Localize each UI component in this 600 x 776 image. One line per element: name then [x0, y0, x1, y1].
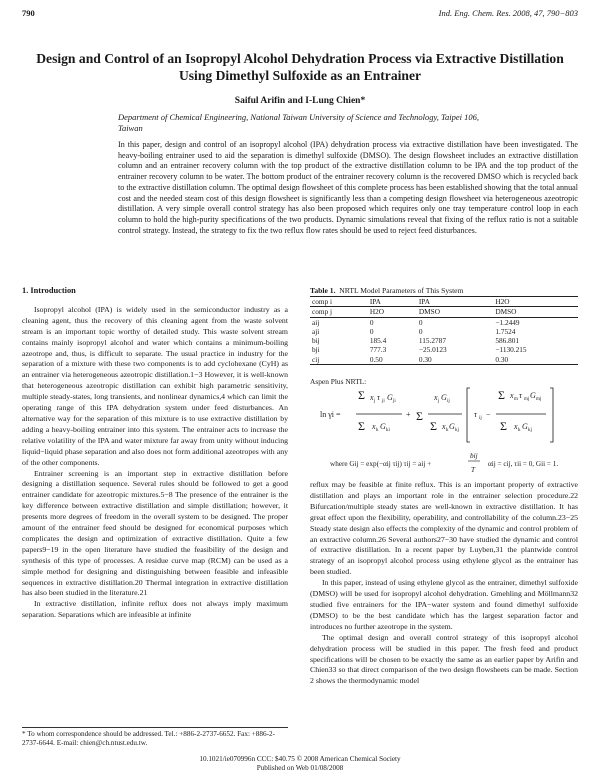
table-row: [310, 345, 578, 354]
table-row: [310, 336, 578, 345]
svg-text:G: G: [449, 422, 455, 431]
fraction-1: [356, 388, 402, 433]
table-caption-label: Table 1.: [310, 286, 336, 295]
row-label: bji: [312, 345, 320, 355]
table-cell: −1.2449: [495, 317, 520, 327]
table-cell: 777.3: [369, 345, 387, 355]
table-row: [310, 307, 578, 317]
table-cell: IPA: [417, 297, 493, 307]
table-cell: 0.50: [369, 354, 383, 364]
right-paragraph-2: In this paper, instead of using ethylene glycol as the entrainer, dimethyl sulfoxide (DMSO) will be used for isopropyl alcohol dehydration. Gmehling and Möllmann32 studied five entrainers for the IPA−water system and found dimethyl sulfoxide (DMSO) to be the best candidate which has the largest separation factor and introduces no further azeotrope in the system.: [310, 578, 578, 631]
table-caption-text: NRTL Model Parameters of This System: [339, 286, 464, 295]
svg-text:ij: ij: [479, 416, 482, 421]
table-row: [310, 297, 578, 307]
row-label: comp j: [310, 307, 368, 317]
equation-T: T: [471, 466, 475, 474]
svg-text:−: −: [486, 410, 491, 419]
table-cell: 586.801: [495, 336, 520, 346]
row-label: aji: [312, 326, 320, 336]
svg-text:Σ: Σ: [430, 419, 437, 433]
svg-text:Σ: Σ: [416, 409, 423, 423]
table-cell: H2O: [493, 297, 578, 307]
svg-text:ki: ki: [386, 428, 390, 433]
svg-text:ji: ji: [393, 399, 396, 404]
journal-reference: Ind. Eng. Chem. Res. 2008, 47, 790−803: [438, 8, 578, 18]
svg-text:τ: τ: [474, 410, 477, 419]
svg-text:k: k: [446, 428, 449, 433]
table-cell: 0: [369, 317, 374, 327]
equation-tail-text: αij = cij, τii = 0, Gii = 1.: [488, 460, 559, 468]
svg-text:Σ: Σ: [358, 388, 365, 402]
page-footer: [0, 755, 600, 772]
svg-text:G: G: [441, 393, 447, 402]
svg-text:j: j: [374, 399, 376, 404]
equation-bij: bij: [470, 452, 478, 460]
fraction-2: [496, 388, 546, 433]
svg-text:k: k: [518, 428, 521, 433]
table-cell: 1.7524: [495, 326, 516, 336]
running-header: [0, 8, 600, 22]
doi-copyright: 10.1021/ie070996n CCC: $40.75 © 2008 American Chemical Society: [199, 755, 401, 763]
svg-text:τ: τ: [519, 391, 522, 400]
svg-text:j: j: [438, 399, 440, 404]
table-cell: 0.30: [495, 354, 509, 364]
row-label: aij: [312, 317, 320, 327]
svg-text:mj: mj: [524, 397, 530, 402]
table-cell: 0.30: [418, 354, 432, 364]
svg-text:x: x: [514, 422, 518, 431]
page-number: 790: [22, 8, 35, 18]
intro-paragraph-2: Entrainer screening is an important step in extractive distillation before designing a distillation sequence. Several rules should be followed to get a good entrainer candidate for azeotropic mixtures.5−8 The presence of the entrainer is the key difference between extractive distillation and simple distillation; however, it presents more degrees of freedom in the overall system to be designed. The proper amount of the entrainer feed should be designed for economical purposes which complicates the design and optimization of extractive distillation. Quite a few papers9−19 in the open literature have studied the feasibility of the design and synthesis of this type of processes. A residue curve map (RCM) can be used as a simple method for designing and distinguishing between feasible and infeasible sequences in extractive distillation.20 Thermal integration in extractive distillation has also been studied in the literature.21: [22, 468, 288, 598]
table-cell: −25.0123: [418, 345, 447, 355]
article-title: Design and Control of an Isopropyl Alcohol Dehydration Process via Extractive Distillation Using Dimethyl Sulfoxide as an Entrainer: [36, 51, 564, 83]
right-paragraph-1: reflux may be feasible at finite reflux. This is an important property of extractive distillation and plays an important role in the entrainer selection procedure.22 Bifurcation/multiple steady states are well-known in extractive distillation. It has great effect upon the flexibility, operability, and controllability of the column.23−25 Steady state design also effects the complexity of the dynamic and control problem of an extractive column.26 Several authors27−30 have studied the dynamic and control of extractive distillation. In a recent paper by Luyben,31 the plantwide control strategy of an isopropyl alcohol process using ethylene glycol as the entrainer has been studied.: [310, 480, 578, 577]
equation-label: Aspen Plus NRTL:: [310, 377, 367, 386]
nrtl-equation: [310, 384, 578, 478]
affiliation: Department of Chemical Engineering, National Taiwan University of Science and Technology, Taipei 106, Taiwan: [118, 112, 479, 133]
table-cell: IPA: [368, 297, 417, 307]
intro-paragraph-1: Isopropyl alcohol (IPA) is widely used in the semiconductor industry as a cleaning agent, thus the recovery of this cleaning agent from the waste solvent stream is an important topic worthy of detailed study. This waste solvent stream contains mainly isopropyl alcohol and water which contains a minimum-boiling azeotrope and, thus, is difficult to separate. The usual practice in industry for the separation of a mixture with these two components is to add cyclohexane (CyH) as an entrainer via heterogeneous azeotropic distillation.1−3 However, it is well-known that heterogeneous azeotropic distillation can exhibit high parametric sensitivity, multiple steady-states, long transients, and nonlinear dynamics,4 which can limit the operating range of this IPA dehydration system under feed disturbances. An alternative way for the separation of this mixture is to use extractive distillation by adding a heavy-boiling entrainer into this system. The entrainer acts to increase the relative volatility of the IPA and water mixture far away from unity without inducing liquid−liquid phase separation and also does not form additional azeotropes with any of the other components.: [22, 304, 288, 467]
abstract: In this paper, design and control of an isopropyl alcohol (IPA) dehydration process via extractive distillation have been investigated. The heavy-boiling entrainer used to aid the separation is dimethyl sulfoxide (DMSO). The design flowsheet includes an extractive distillation column and an entrainer recovery column with the top product of the extractive distillation column to be IPA and the top product of the entrainer recovery column to be water. The bottom product of the entrainer recovery column is the recovered DMSO which is recycled back to the extractive distillation column. The optimal design flowsheet of this complete process has been established showing that the total annual cost and the needed steam cost of this design flowsheet is significantly less than a competing design flowsheet via heterogeneous azeotropic distillation. A very simple overall control strategy has also been proposed which requires only one tray temperature control loop in each column to hold the high-purity specifications of the two products. Dynamic simulations reveal that fixing of the reflux ratio is not a suitable control strategy. Instead, the strategy to fix the two reflux flow rates should be used to reject feed disturbances.: [118, 140, 578, 235]
svg-text:ji: ji: [382, 399, 385, 404]
svg-text:kj: kj: [528, 428, 532, 433]
row-label: bij: [312, 336, 320, 346]
table-cell: −1130.215: [495, 345, 527, 355]
svg-text:x: x: [434, 393, 438, 402]
right-paragraph-3: The optimal design and overall control strategy of this isopropyl alcohol dehydration process will be studied in this paper. The fresh feed and product specifications will be chosen to be exactly the same as an earlier paper by Arifin and Chien33 so that direct comparison of the two design flowsheets can be made. Section 2 shows the thermodynamic model: [310, 632, 578, 686]
publication-date: Published on Web 01/08/2008: [256, 763, 344, 772]
svg-text:m: m: [514, 397, 518, 402]
intro-paragraph-3: In extractive distillation, infinite reflux does not always imply maximum separation. Separations which are infeasible at infinite: [22, 599, 288, 620]
svg-text:kj: kj: [455, 428, 459, 433]
table-cell: 185.4: [369, 336, 387, 346]
svg-text:x: x: [442, 422, 446, 431]
svg-text:τ: τ: [377, 393, 380, 402]
svg-text:G: G: [387, 393, 393, 402]
equation-lhs: ln γi =: [320, 410, 341, 419]
svg-text:k: k: [376, 428, 379, 433]
svg-text:x: x: [510, 391, 514, 400]
svg-text:G: G: [522, 422, 528, 431]
svg-text:G: G: [530, 391, 536, 400]
svg-text:+: +: [406, 410, 411, 419]
table-cell: DMSO: [493, 307, 578, 317]
table-cell: 0: [369, 326, 374, 336]
table-cell: H2O: [368, 307, 417, 317]
svg-text:x: x: [370, 393, 374, 402]
correspondence-footnote: * To whom correspondence should be addressed. Tel.: +886-2-2737-6652. Fax: +886-2-2737-6644. E-mail: chien@ch.ntust.edu.tw.: [22, 727, 288, 748]
left-column: [22, 286, 288, 621]
row-label: comp i: [310, 297, 368, 307]
equation-where-text: where Gij = exp(−αij τij) τij = aij +: [330, 460, 432, 468]
table-cell: 0: [418, 326, 423, 336]
authors: Saiful Arifin and I-Lung Chien*: [234, 96, 366, 106]
svg-text:ij: ij: [447, 399, 450, 404]
svg-text:Σ: Σ: [500, 419, 507, 433]
table-cell: DMSO: [417, 307, 493, 317]
table-cell: 0: [418, 317, 423, 327]
svg-text:G: G: [380, 422, 386, 431]
table-row: [310, 355, 578, 365]
svg-text:x: x: [372, 422, 376, 431]
row-label: cij: [312, 354, 320, 364]
svg-text:mj: mj: [536, 397, 542, 402]
svg-text:Σ: Σ: [498, 388, 505, 402]
nrtl-parameter-table: [310, 296, 578, 365]
table-caption: [310, 286, 578, 295]
table-cell: 115.2787: [418, 336, 446, 346]
sum-term: [416, 393, 462, 433]
table-row: [310, 327, 578, 336]
section-heading-introduction: 1. Introduction: [22, 286, 76, 295]
table-row: [310, 317, 578, 327]
svg-text:Σ: Σ: [358, 419, 365, 433]
right-column: [310, 480, 578, 687]
